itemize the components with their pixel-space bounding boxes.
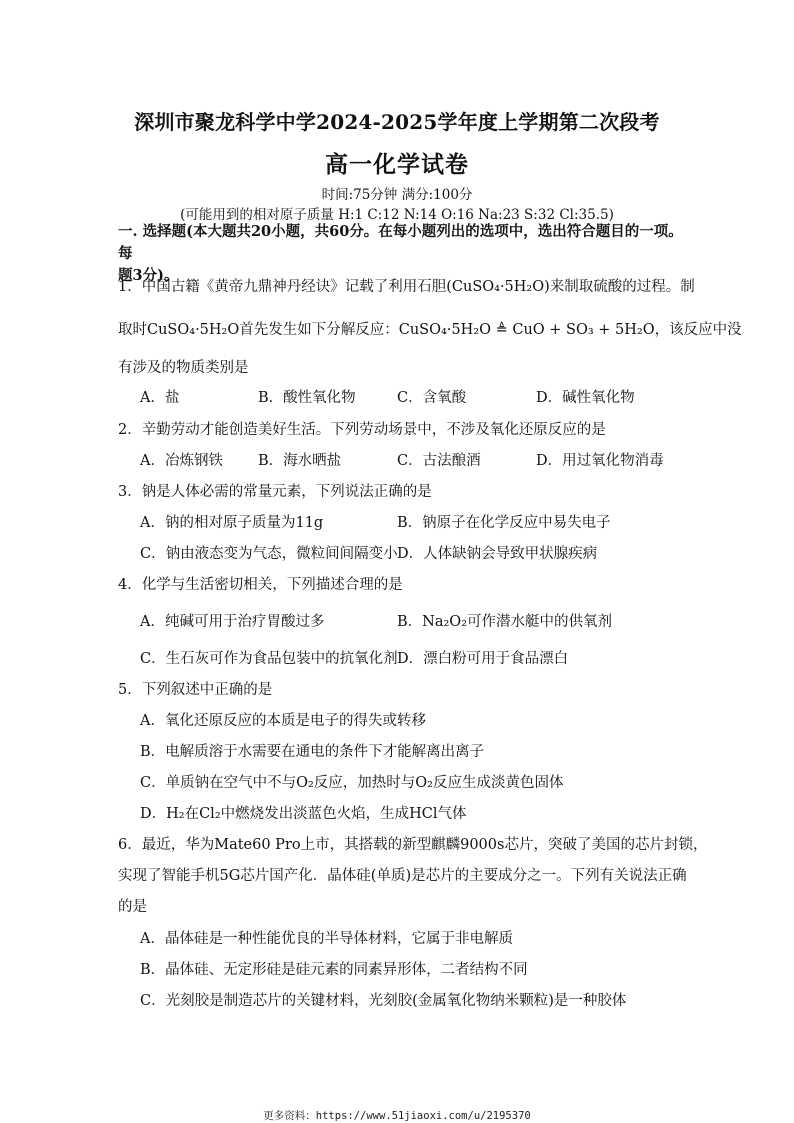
option-b: B．酸性氧化物: [258, 390, 356, 406]
option-d: D．H₂在Cl₂中燃烧发出淡蓝色火焰，生成HCl气体: [140, 806, 467, 822]
exam-title-subject: 高一化学试卷: [325, 151, 469, 178]
option-c: C．光刻胶是制造芯片的关键材料，光刻胶(金属氧化物纳米颗粒)是一种胶体: [140, 993, 627, 1009]
question-text: 取时CuSO₄·5H₂O首先发生如下分解反应：CuSO₄·5H₂O ≜ CuO + SO₃ + 5H₂O，该反应中没: [118, 322, 742, 338]
option-d: D．碱性氧化物: [536, 390, 635, 406]
question-text: 的是: [118, 899, 147, 915]
section-heading-line: 题3分)。: [118, 267, 179, 284]
question-text: 有涉及的物质类别是: [118, 360, 249, 376]
option-a: A．盐: [140, 390, 180, 406]
option-c: C．古法酿酒: [397, 453, 481, 469]
option-b: B．钠原子在化学反应中易失电子: [397, 515, 611, 531]
exam-title-school: 深圳市聚龙科学中学2024-2025学年度上学期第二次段考: [134, 110, 660, 134]
question-text: 2．辛勤劳动才能创造美好生活。下列劳动场景中，不涉及氧化还原反应的是: [118, 422, 606, 438]
footer-link[interactable]: 更多资料：https://www.51jiaoxi.com/u/2195370: [263, 1110, 531, 1122]
option-a: A．晶体硅是一种性能优良的半导体材料，它属于非电解质: [140, 931, 513, 947]
option-b: B．Na₂O₂可作潜水艇中的供氧剂: [397, 614, 612, 630]
section-heading-line: 一. 选择题(本大题共20小题，共60分。在每小题列出的选项中，选出符合题目的一项。每: [118, 223, 683, 262]
option-b: B．海水晒盐: [258, 453, 342, 469]
option-a: A．纯碱可用于治疗胃酸过多: [140, 614, 325, 630]
atomic-mass-info: (可能用到的相对原子质量 H:1 C:12 N:14 O:16 Na:23 S:32 Cl:35.5): [180, 207, 614, 223]
question-text: 实现了智能手机5G芯片国产化．晶体硅(单质)是芯片的主要成分之一。下列有关说法正确: [118, 868, 687, 884]
option-a: A．钠的相对原子质量为11g: [140, 515, 324, 531]
question-text: 5．下列叙述中正确的是: [118, 682, 273, 698]
question-text: 6．最近，华为Mate60 Pro上市，其搭载的新型麒麟9000s芯片，突破了美国的芯片封锁，: [118, 837, 708, 853]
option-b: B．电解质溶于水需要在通电的条件下才能解离出离子: [140, 744, 485, 760]
option-d: D．用过氧化物消毒: [536, 453, 664, 469]
option-d: D．人体缺钠会导致甲状腺疾病: [397, 546, 598, 562]
option-b: B．晶体硅、无定形硅是硅元素的同素异形体，二者结构不同: [140, 962, 528, 978]
option-c: C．单质钠在空气中不与O₂反应，加热时与O₂反应生成淡黄色固体: [140, 775, 564, 791]
option-c: C．含氧酸: [397, 390, 467, 406]
option-a: A．氧化还原反应的本质是电子的得失或转移: [140, 713, 426, 729]
question-text: 1．中国古籍《黄帝九鼎神丹经诀》记载了利用石胆(CuSO₄·5H₂O)来制取硫酸的过程。制: [118, 279, 695, 295]
option-c: C．钠由液态变为气态，微粒间间隔变小: [140, 546, 398, 562]
option-a: A．冶炼钢铁: [140, 453, 223, 469]
option-d: D．漂白粉可用于食品漂白: [397, 651, 569, 667]
option-c: C．生石灰可作为食品包装中的抗氧化剂: [140, 651, 398, 667]
question-text: 3．钠是人体必需的常量元素，下列说法正确的是: [118, 484, 432, 500]
question-text: 4．化学与生活密切相关，下列描述合理的是: [118, 577, 403, 593]
time-score-info: 时间:75分钟 满分:100分: [321, 187, 473, 203]
